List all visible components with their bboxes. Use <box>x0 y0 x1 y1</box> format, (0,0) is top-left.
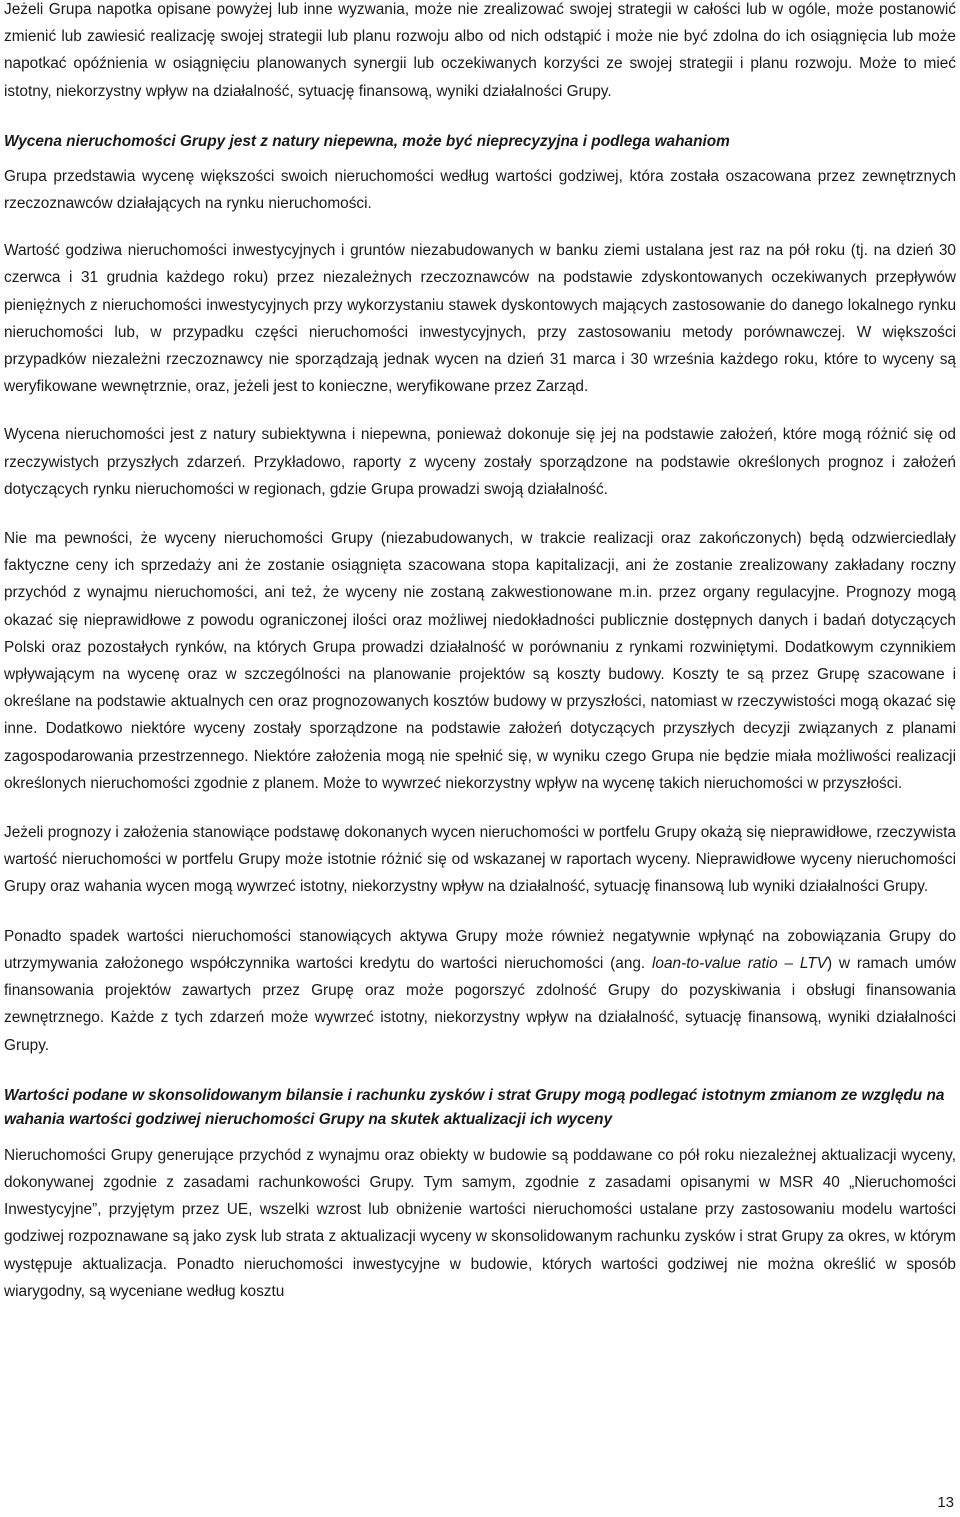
ltv-term: loan-to-value ratio – LTV <box>652 954 827 972</box>
section-heading-fair-value-fluctuations: Wartości podane w skonsolidowanym bilansie i rachunku zysków i strat Grupy mogą podlegać istotnym zmianom ze względu na wahania wartości godziwej nieruchomości Grupy na skutek aktualizacji ich wyceny <box>4 1086 945 1128</box>
ltv-text-end: ) w ramach umów finansowania projektów zawartych przez Grupę oraz może pogorszyć zdolność Grupy do pozyskiwania i obsługi finansowania zewnętrznego. Każde z tych zdarzeń może wywrzeć istotny, niekorzystny wpływ na działalność, sytuację finansową, wyniki działalności Grupy. <box>4 954 956 1054</box>
paragraph-valuation-assumptions: Nie ma pewności, że wyceny nieruchomości Grupy (niezabudowanych, w trakcie realizacji oraz zakończonych) będą odzwierciedlały faktyczne ceny ich sprzedaży ani że zostanie osiągnięta szacowana stopa kapitalizacji, ani że zostanie zrealizowany zakładany roczny przychód z wynajmu nieruchomości, ani też, że wyceny nie zostaną zakwestionowane m.in. przez organy regulacyjne. Prognozy mogą okazać się nieprawidłowe z powodu ograniczonej ilości oraz możliwej niedokładności publicznie dostępnych danych i badań dotyczących Polski oraz pozostałych rynków, na których Grupa prowadzi działalność w porównaniu z rynkami rozwiniętymi. Dodatkowym czynnikiem wpływającym na wycenę oraz w szczególności na planowanie projektów są koszty budowy. Koszty te są przez Grupę szacowane i określane na podstawie aktualnych cen oraz prognozowanych kosztów budowy w przyszłości, natomiast w rzeczywistości mogą okazać się inne. Dodatkowo niektóre wyceny zostały sporządzone na podstawie założeń dotyczących przyszłych decyzji związanych z planami zagospodarowania przestrzennego. Niektóre założenia mogą nie spełnić się, w wyniku czego Grupa nie będzie miała możliwości realizacji określonych nieruchomości zgodnie z planem. Może to wywrzeć niekorzystny wpływ na wycenę takich nieruchomości w przyszłości. <box>4 530 956 792</box>
paragraph-revaluation-policy: Nieruchomości Grupy generujące przychód z wynajmu oraz obiekty w budowie są poddawane co pół roku niezależnej aktualizacji wyceny, dokonywanej zgodnie z zasadami rachunkowości Grupy. Tym samym, zgodnie z zasadami opisanymi w MSR 40 „Nieruchomości Inwestycyjne”, przyjętym przez UE, wszelki wzrost lub obniżenie wartości nieruchomości ustalane przy zastosowaniu modelu wartości godziwej rozpoznawane są jako zysk lub strata z aktualizacji wyceny w skonsolidowanym rachunku zysków i strat Grupy za okres, w którym występuje aktualizacja. Ponadto nieruchomości inwestycyjne w budowie, których wartości godziwej nie można określić w sposób wiarygodny, są wyceniane według kosztu <box>4 1146 956 1300</box>
paragraph-ltv-covenants <box>4 923 956 1059</box>
section-heading-valuation-uncertainty: Wycena nieruchomości Grupy jest z natury niepewna, może być nieprecyzyjna i podlega wahaniom <box>4 132 730 150</box>
paragraph-valuation-subjectivity: Wycena nieruchomości jest z natury subiektywna i niepewna, ponieważ dokonuje się jej na podstawie założeń, które mogą różnić się od rzeczywistych przyszłych zdarzeń. Przykładowo, raporty z wyceny zostały sporządzone na podstawie określonych prognoz i założeń dotyczących rynku nieruchomości w regionach, gdzie Grupa prowadzi swoją działalność. <box>4 426 956 498</box>
document-page <box>4 0 956 1305</box>
ltv-text-start: Ponadto spadek wartości nieruchomości stanowiących aktywa Grupy może również negatywnie wpłynąć na zobowiązania Grupy do utrzymywania założonego współczynnika wartości kredytu do wartości nieruchomości (ang. <box>4 927 956 972</box>
paragraph-strategy-risk: Jeżeli Grupa napotka opisane powyżej lub inne wyzwania, może nie zrealizować swojej strategii w całości lub w ogóle, może postanowić zmienić lub zawiesić realizację swojej strategii lub planu rozwoju albo od nich odstąpić i może nie być zdolna do ich osiągnięcia lub może napotkać opóźnienia w osiągnięciu planowanych synergii lub oczekiwanych korzyści ze swojej strategii i planu rozwoju. Może to mieć istotny, niekorzystny wpływ na działalność, sytuację finansową, wyniki działalności Grupy. <box>4 1 956 100</box>
paragraph-fair-value-method: Grupa przedstawia wycenę większości swoich nieruchomości według wartości godziwej, która została oszacowana przez zewnętrznych rzeczoznawców działających na rynku nieruchomości. <box>4 167 956 213</box>
paragraph-forecast-errors: Jeżeli prognozy i założenia stanowiące podstawę dokonanych wycen nieruchomości w portfelu Grupy okażą się nieprawidłowe, rzeczywista wartość nieruchomości w portfelu Grupy może istotnie różnić się od wskazanej w raportach wyceny. Nieprawidłowe wyceny nieruchomości Grupy oraz wahania wycen mogą wywrzeć istotny, niekorzystny wpływ na działalność, sytuację finansową lub wyniki działalności Grupy. <box>4 824 956 896</box>
page-number: 13 <box>937 1494 954 1511</box>
paragraph-valuation-schedule: Wartość godziwa nieruchomości inwestycyjnych i gruntów niezabudowanych w banku ziemi ustalana jest raz na pół roku (tj. na dzień 30 czerwca i 31 grudnia każdego roku) przez niezależnych rzeczoznawców na podstawie zdyskontowanych oczekiwanych przepływów pieniężnych z nieruchomości inwestycyjnych przy wykorzystaniu stawek dyskontowych mających zastosowanie do danego lokalnego rynku nieruchomości lub, w przypadku części nieruchomości inwestycyjnych, przy zastosowaniu metody porównawczej. W większości przypadków niezależni rzeczoznawcy nie sporządzają jednak wycen na dzień 31 marca i 30 września każdego roku, które to wyceny są weryfikowane wewnętrznie, oraz, jeżeli jest to konieczne, weryfikowane przez Zarząd. <box>4 242 956 396</box>
